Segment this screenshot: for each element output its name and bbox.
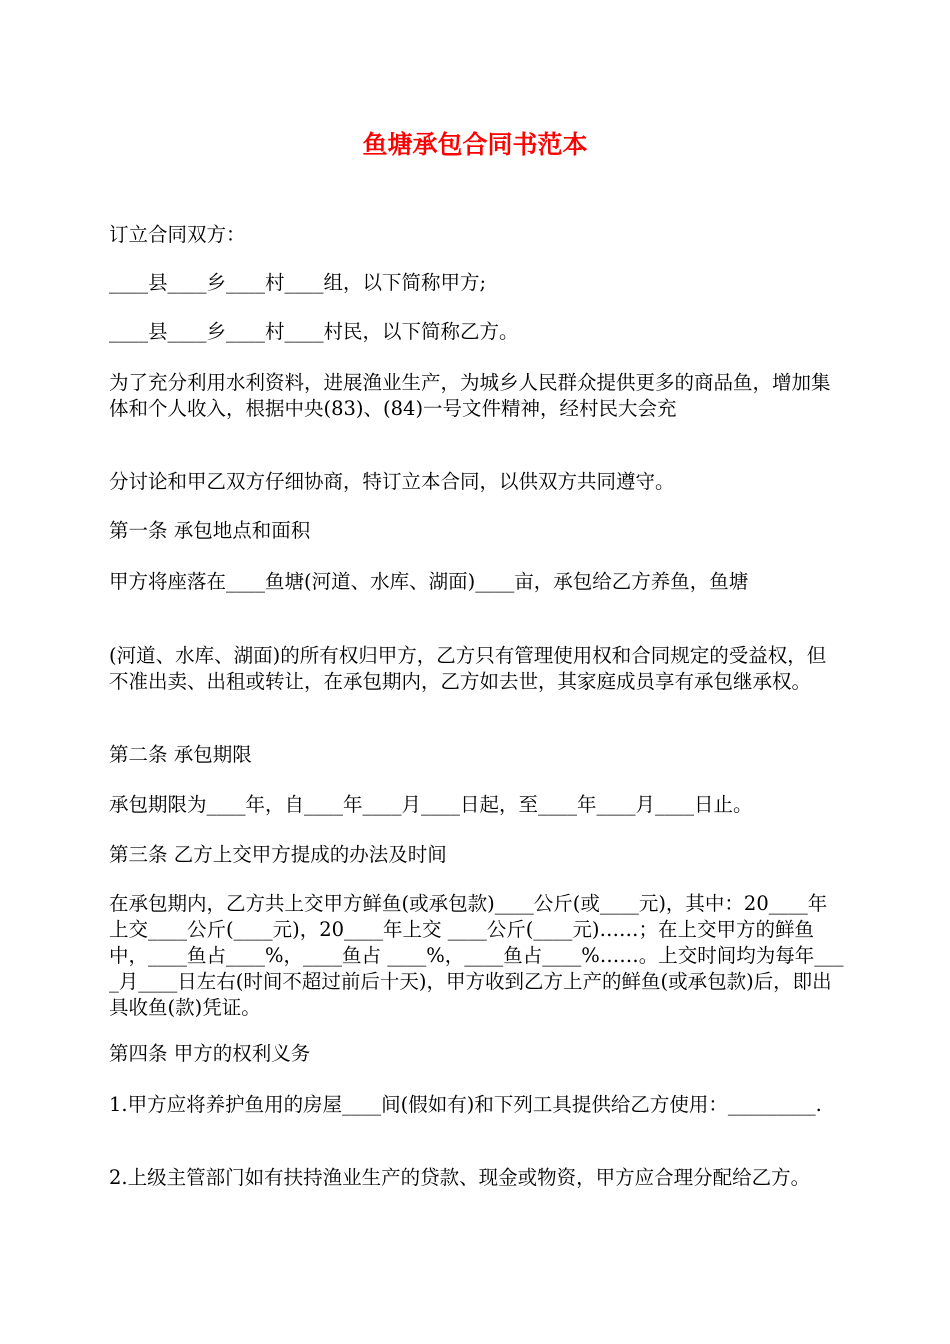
article-1-ownership: (河道、水库、湖面)的所有权归甲方，乙方只有管理使用权和合同规定的受益权，但不准出卖、出租或转让，在承包期内，乙方如去世，其家庭成员享有承包继承权。 bbox=[109, 644, 827, 693]
party-a-line: ____县____乡____村____组，以下简称甲方; bbox=[109, 271, 487, 294]
article-1-heading: 第一条 承包地点和面积 bbox=[109, 519, 311, 542]
parties-intro: 订立合同双方： bbox=[109, 223, 246, 246]
article-2-term: 承包期限为____年，自____年____月____日起，至____年____月____日止。 bbox=[109, 793, 753, 816]
article-2-heading: 第二条 承包期限 bbox=[109, 743, 252, 766]
party-b-line: ____县____乡____村____村民，以下简称乙方。 bbox=[109, 320, 519, 343]
article-1-location: 甲方将座落在____鱼塘(河道、水库、湖面)____亩，承包给乙方养鱼，鱼塘 bbox=[109, 570, 749, 593]
document-title: 鱼塘承包合同书范本 bbox=[362, 130, 588, 159]
article-3-payment: 在承包期内，乙方共上交甲方鲜鱼(或承包款)____公斤(或____元)，其中：20____年上交____公斤(____元)，20____年上交 ____公斤(____元)……；在上交甲方的鲜鱼中，____鱼占____%，____鱼占 ____%，____鱼占____%……。上交时间均为每年____月____日左右(时间不超过前后十天)，甲方收到乙方上产的鲜鱼(或承包款)后，即出具收鱼(款)凭证。 bbox=[109, 892, 844, 1019]
article-4-heading: 第四条 甲方的权利义务 bbox=[109, 1042, 311, 1065]
article-4-item-1: 1.甲方应将养护鱼用的房屋____间(假如有)和下列工具提供给乙方使用：_________. bbox=[109, 1093, 822, 1116]
preamble-paragraph: 为了充分利用水利资料，进展渔业生产，为城乡人民群众提供更多的商品鱼，增加集体和个人收入，根据中央(83)、(84)一号文件精神，经村民大会充 bbox=[109, 371, 831, 420]
article-4-item-2: 2.上级主管部门如有扶持渔业生产的贷款、现金或物资，甲方应合理分配给乙方。 bbox=[109, 1166, 811, 1189]
preamble-continuation: 分讨论和甲乙双方仔细协商，特订立本合同，以供双方共同遵守。 bbox=[109, 470, 675, 493]
article-3-heading: 第三条 乙方上交甲方提成的办法及时间 bbox=[109, 843, 447, 866]
